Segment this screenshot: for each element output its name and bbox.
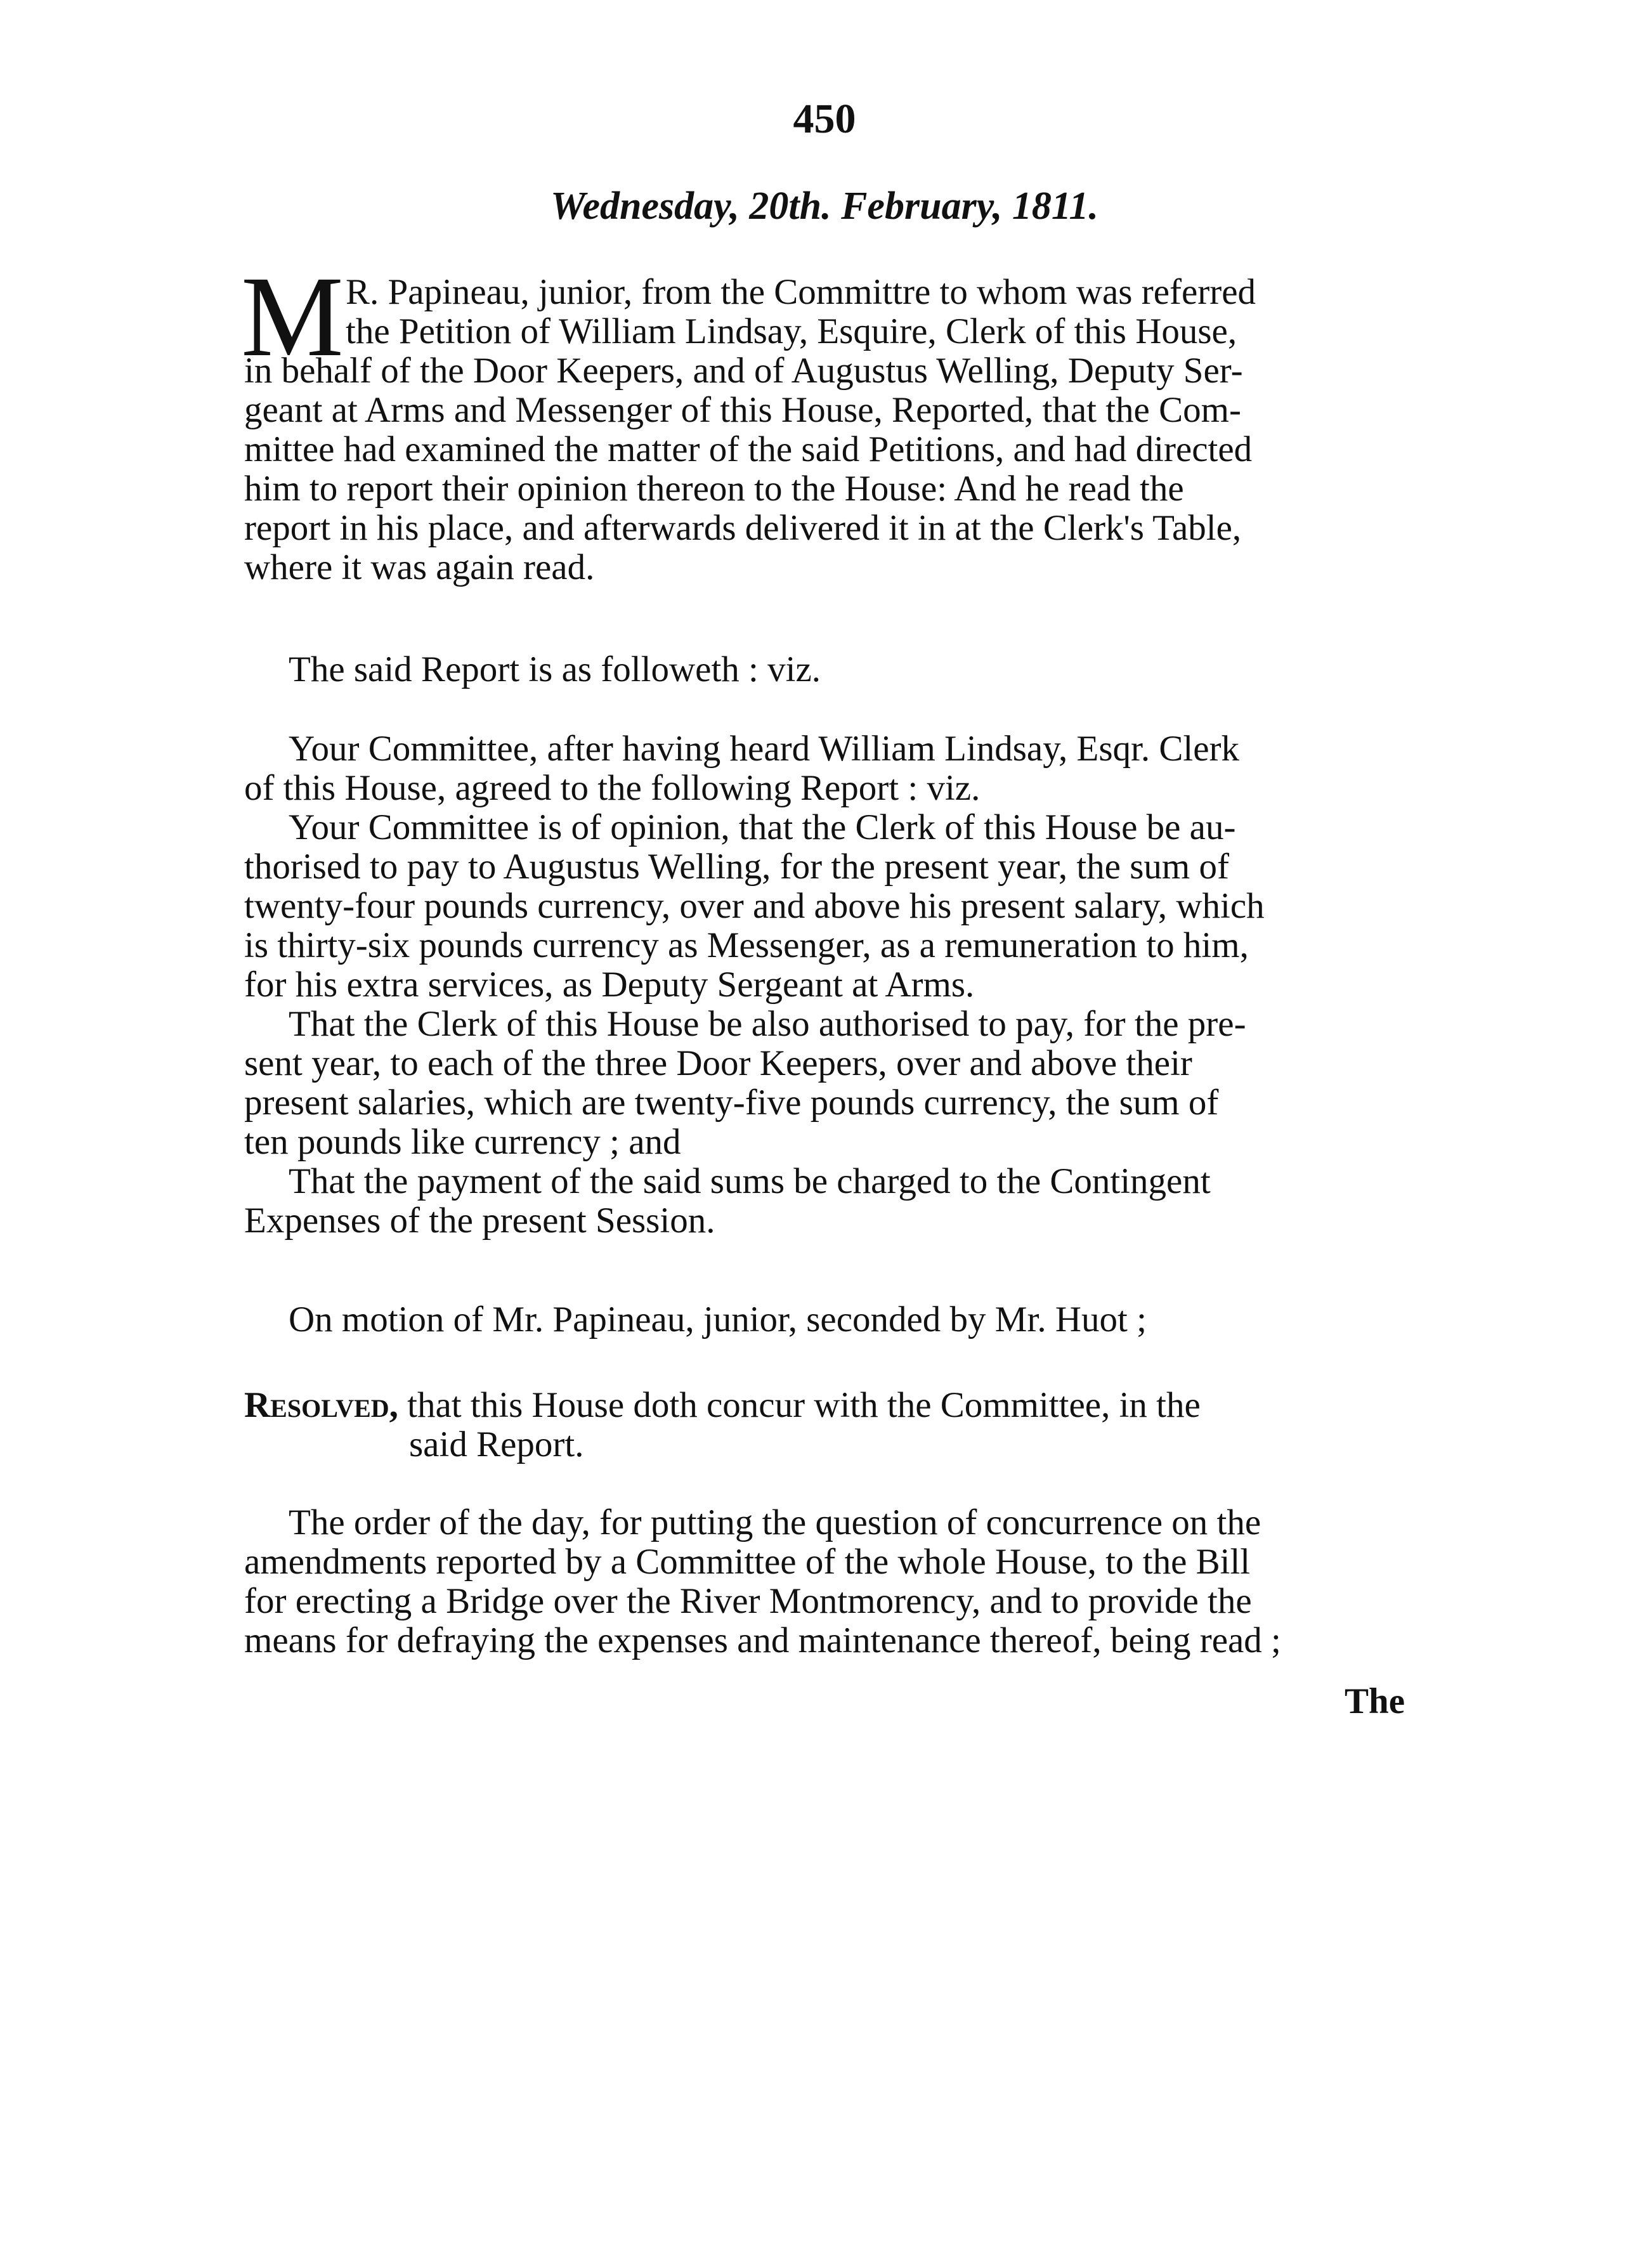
- catchword: The: [1345, 1681, 1405, 1721]
- drop-cap: M: [241, 253, 344, 381]
- committee-report-paragraph: [244, 273, 1462, 587]
- report-line: twenty-four pounds currency, over and above his present salary, which: [244, 886, 1265, 926]
- order-line: for erecting a Bridge over the River Montmorency, and to provide the: [244, 1581, 1252, 1621]
- paragraph-line: him to report their opinion thereon to the House: And he read the: [244, 469, 1184, 509]
- report-line: is thirty-six pounds currency as Messenger, as a remuneration to him,: [244, 925, 1249, 965]
- resolution: [244, 1386, 1462, 1464]
- order-line: The order of the day, for putting the question of concurrence on the: [289, 1502, 1261, 1542]
- paragraph-line: mittee had examined the matter of the said Petitions, and had directed: [244, 429, 1253, 469]
- motion-line: On motion of Mr. Papineau, junior, seconded by Mr. Huot ;: [289, 1300, 1147, 1339]
- order-line: means for defraying the expenses and maintenance thereof, being read ;: [244, 1620, 1281, 1660]
- resolved-continuation: said Report.: [409, 1424, 584, 1464]
- date-heading: Wednesday, 20th. February, 1811.: [550, 185, 1098, 228]
- report-line: present salaries, which are twenty-five pounds currency, the sum of: [244, 1083, 1219, 1123]
- paragraph-line: report in his place, and afterwards delivered it in at the Clerk's Table,: [244, 508, 1242, 548]
- paragraph-line: R. Papineau, junior, from the Committre to whom was referred: [346, 272, 1256, 312]
- paragraph-line: in behalf of the Door Keepers, and of Augustus Welling, Deputy Ser-: [244, 351, 1243, 391]
- report-intro: The said Report is as followeth : viz.: [289, 649, 821, 689]
- report-line: Your Committee is of opinion, that the Clerk of this House be au-: [289, 807, 1236, 847]
- report-line: of this House, agreed to the following Report : viz.: [244, 768, 981, 808]
- resolved-text: that this House doth concur with the Committee, in the: [407, 1385, 1201, 1425]
- report-line: That the payment of the said sums be charged to the Contingent: [289, 1161, 1211, 1201]
- committee-report-text: [244, 729, 1462, 1241]
- paragraph-line: geant at Arms and Messenger of this House, Reported, that the Com-: [244, 390, 1241, 430]
- resolved-label: Resolved,: [244, 1385, 398, 1425]
- report-line: That the Clerk of this House be also authorised to pay, for the pre-: [289, 1004, 1246, 1044]
- order-line: amendments reported by a Committee of the whole House, to the Bill: [244, 1542, 1251, 1582]
- paragraph-line: where it was again read.: [244, 547, 595, 587]
- order-of-day-paragraph: [244, 1503, 1462, 1660]
- report-line: Expenses of the present Session.: [244, 1201, 715, 1241]
- report-line: Your Committee, after having heard William Lindsay, Esqr. Clerk: [289, 729, 1239, 769]
- page-number: 450: [793, 96, 856, 142]
- paragraph-line: the Petition of William Lindsay, Esquire, Clerk of this House,: [346, 311, 1237, 351]
- report-line: sent year, to each of the three Door Keepers, over and above their: [244, 1043, 1192, 1083]
- report-line: ten pounds like currency ; and: [244, 1122, 681, 1162]
- report-line: thorised to pay to Augustus Welling, for the present year, the sum of: [244, 847, 1229, 887]
- report-line: for his extra services, as Deputy Sergeant at Arms.: [244, 965, 975, 1005]
